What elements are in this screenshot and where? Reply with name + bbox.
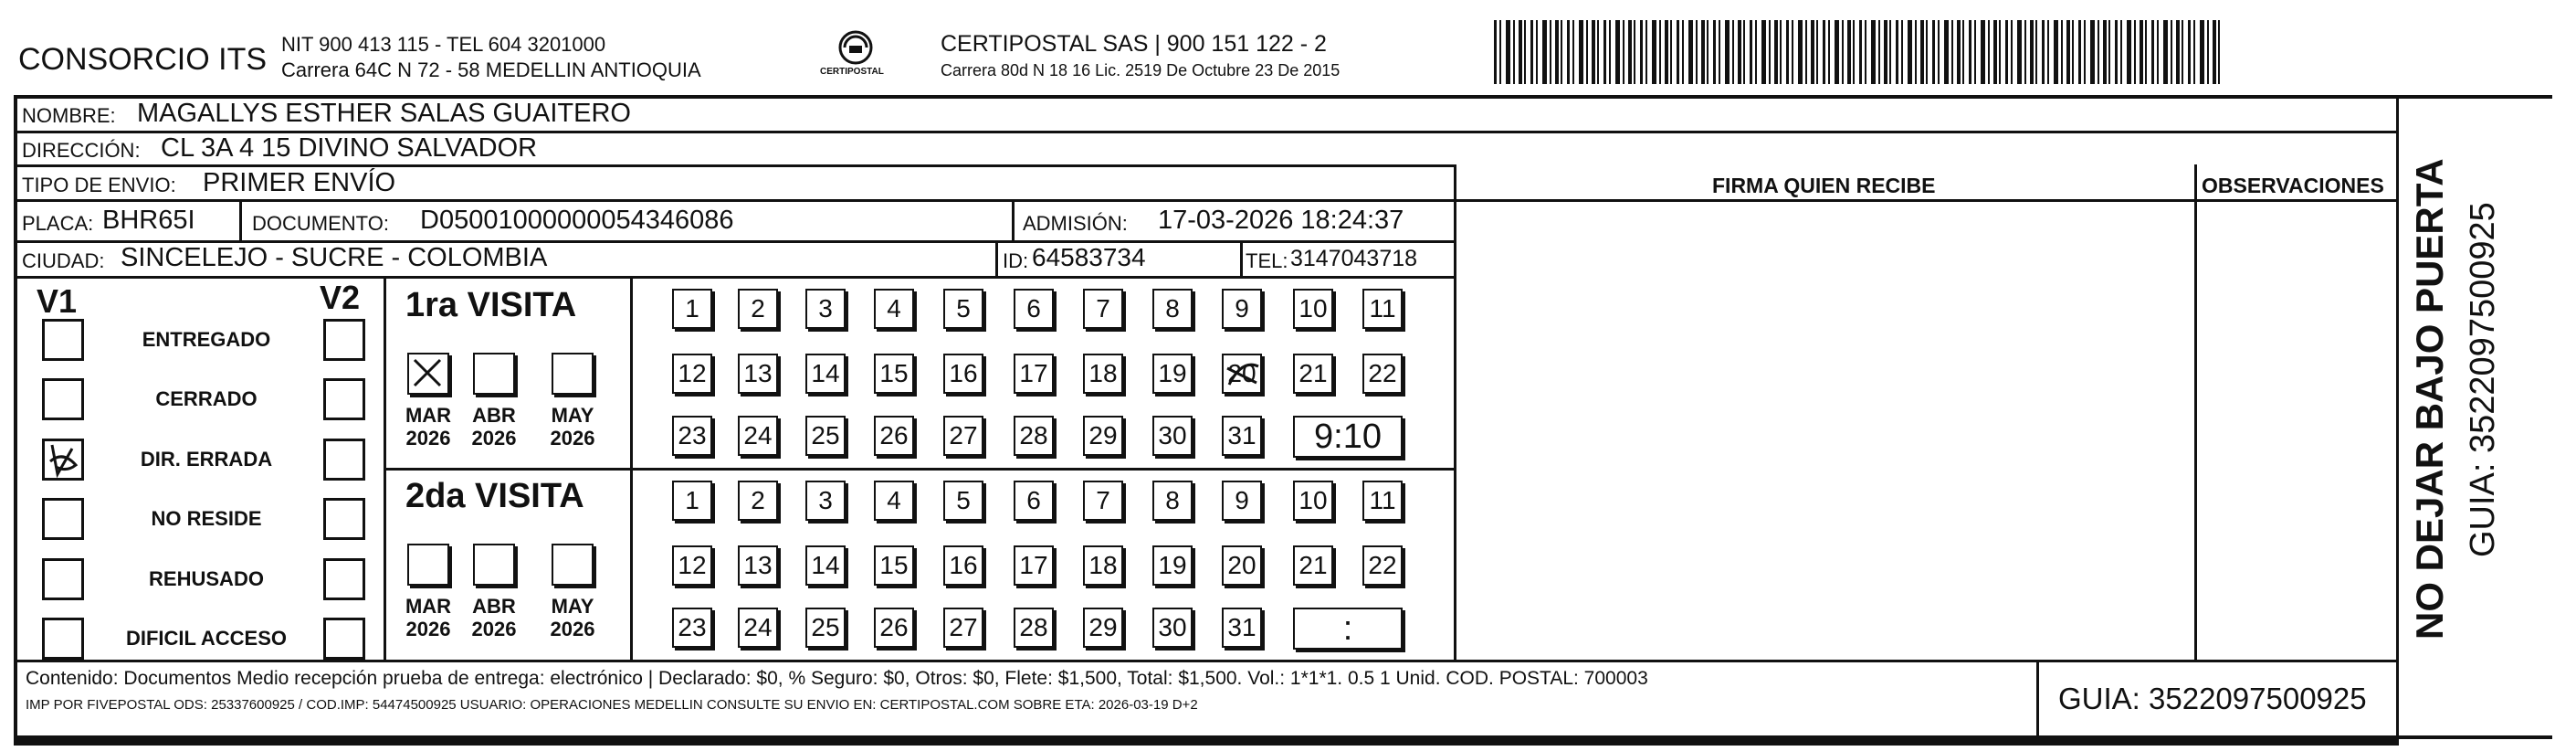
day-box[interactable]: 10 bbox=[1293, 289, 1333, 329]
footer-print-line: IMP POR FIVEPOSTAL ODS: 25337600925 / COD.IMP: 54474500925 USUARIO: OPERACIONES MEDELLIN CONSULTE SU ENVIO EN: CERTIPOSTAL.COM SOBRE ETA: 2026-03-19 D+2 bbox=[26, 697, 1198, 713]
admision-value: 17-03-2026 18:24:37 bbox=[1158, 206, 1404, 235]
day-box[interactable]: 3 bbox=[805, 481, 846, 521]
day-box[interactable]: 2 bbox=[738, 481, 778, 521]
ciudad-value: SINCELEJO - SUCRE - COLOMBIA bbox=[121, 243, 548, 272]
side-warning: NO DEJAR BAJO PUERTA bbox=[2408, 158, 2451, 640]
v1-checkbox[interactable] bbox=[42, 498, 84, 540]
day-box[interactable]: 6 bbox=[1014, 481, 1054, 521]
status-label: DIFICIL ACCESO bbox=[125, 627, 287, 650]
frame-shadow bbox=[14, 736, 2399, 746]
id-label: ID: bbox=[1003, 249, 1029, 272]
day-box[interactable]: 11 bbox=[1362, 289, 1403, 329]
day-box[interactable]: 26 bbox=[874, 608, 914, 648]
nombre-value: MAGALLYS ESTHER SALAS GUAITERO bbox=[137, 99, 631, 128]
day-box[interactable]: 12 bbox=[672, 545, 712, 586]
day-box[interactable]: 16 bbox=[943, 354, 983, 394]
day-box[interactable]: 11 bbox=[1362, 481, 1403, 521]
v2-checkbox[interactable] bbox=[323, 378, 365, 420]
firma-column-header: FIRMA QUIEN RECIBE bbox=[1712, 174, 1936, 197]
admision-label: ADMISIÓN: bbox=[1023, 212, 1128, 235]
placa-label: PLACA: bbox=[22, 212, 94, 235]
certipostal-logo bbox=[815, 27, 897, 86]
nit-line: NIT 900 413 115 - TEL 604 3201000 bbox=[281, 33, 606, 56]
day-box[interactable]: 15 bbox=[874, 545, 914, 586]
footer-guia: GUIA: 3522097500925 bbox=[2058, 682, 2367, 715]
month-label: MAY 2026 bbox=[550, 595, 595, 641]
v1-header: V1 bbox=[37, 282, 78, 320]
v2-checkbox[interactable] bbox=[323, 498, 365, 540]
tipo-envio-value: PRIMER ENVÍO bbox=[203, 168, 396, 197]
day-box[interactable]: 18 bbox=[1083, 354, 1123, 394]
day-box[interactable]: 7 bbox=[1083, 289, 1123, 329]
ciudad-label: CIUDAD: bbox=[22, 249, 105, 272]
first-visit-title: 1ra VISITA bbox=[405, 286, 577, 324]
status-label: ENTREGADO bbox=[142, 328, 271, 351]
day-box[interactable]: 8 bbox=[1152, 289, 1193, 329]
day-box[interactable]: 3 bbox=[805, 289, 846, 329]
side-guia: GUIA: 3522097500925 bbox=[2464, 202, 2502, 557]
tipo-envio-label: TIPO DE ENVIO: bbox=[22, 174, 176, 196]
day-box[interactable]: 12 bbox=[672, 354, 712, 394]
day-box[interactable]: 23 bbox=[672, 416, 712, 456]
day-box[interactable]: 26 bbox=[874, 416, 914, 456]
day-box[interactable]: 20 bbox=[1222, 354, 1262, 394]
time-box[interactable]: 9:10 bbox=[1293, 416, 1403, 458]
second-visit-title: 2da VISITA bbox=[405, 477, 584, 515]
v1-checkbox[interactable] bbox=[42, 378, 84, 420]
day-box[interactable]: 31 bbox=[1222, 608, 1262, 648]
tel-value: 3147043718 bbox=[1290, 246, 1418, 271]
day-box[interactable]: 2 bbox=[738, 289, 778, 329]
barcode bbox=[1494, 20, 2221, 84]
footer-content-line: Contenido: Documentos Medio recepción prueba de entrega: electrónico | Declarado: $0, % Seguro: $0, Otros: $0, Flete: $1,500, Total: $1,500. Vol.: 1*1*1. 0.5 1 Unid. COD. POSTAL: 700003 bbox=[26, 668, 1648, 689]
day-box[interactable]: 28 bbox=[1014, 608, 1054, 648]
day-box[interactable]: 16 bbox=[943, 545, 983, 586]
day-box[interactable]: 21 bbox=[1293, 545, 1333, 586]
day-box[interactable]: 1 bbox=[672, 481, 712, 521]
day-box[interactable]: 29 bbox=[1083, 416, 1123, 456]
day-box[interactable]: 15 bbox=[874, 354, 914, 394]
day-box[interactable]: 30 bbox=[1152, 416, 1193, 456]
day-box[interactable]: 5 bbox=[943, 289, 983, 329]
nombre-label: NOMBRE: bbox=[22, 104, 116, 127]
status-label: CERRADO bbox=[155, 387, 258, 410]
day-box[interactable]: 25 bbox=[805, 416, 846, 456]
month-label: ABR 2026 bbox=[471, 595, 517, 641]
logo-text: CERTIPOSTAL bbox=[820, 67, 884, 77]
placa-value: BHR65I bbox=[102, 206, 195, 235]
v2-checkbox[interactable] bbox=[323, 558, 365, 600]
direccion-label: DIRECCIÓN: bbox=[22, 139, 141, 162]
month-label: ABR 2026 bbox=[471, 404, 517, 450]
id-value: 64583734 bbox=[1032, 243, 1146, 271]
status-label: DIR. ERRADA bbox=[140, 448, 273, 471]
month-label: MAY 2026 bbox=[550, 404, 595, 450]
v2-header: V2 bbox=[320, 279, 361, 316]
day-box[interactable]: 4 bbox=[874, 289, 914, 329]
day-box[interactable]: 5 bbox=[943, 481, 983, 521]
day-box[interactable]: 27 bbox=[943, 608, 983, 648]
day-box[interactable]: 24 bbox=[738, 608, 778, 648]
day-box[interactable]: 21 bbox=[1293, 354, 1333, 394]
day-box[interactable]: 24 bbox=[738, 416, 778, 456]
day-box[interactable]: 20 bbox=[1222, 545, 1262, 586]
day-box[interactable]: 22 bbox=[1362, 354, 1403, 394]
day-box[interactable]: 25 bbox=[805, 608, 846, 648]
month-checkbox[interactable] bbox=[473, 544, 515, 586]
v1-checkbox[interactable] bbox=[42, 439, 84, 481]
day-box[interactable]: 28 bbox=[1014, 416, 1054, 456]
month-checkbox[interactable] bbox=[552, 544, 594, 586]
day-box[interactable]: 17 bbox=[1014, 354, 1054, 394]
time-box[interactable]: : bbox=[1293, 608, 1403, 650]
day-box[interactable]: 8 bbox=[1152, 481, 1193, 521]
day-box[interactable]: 14 bbox=[805, 545, 846, 586]
day-box[interactable]: 27 bbox=[943, 416, 983, 456]
day-box[interactable]: 19 bbox=[1152, 354, 1193, 394]
certipostal-address: Carrera 80d N 18 16 Lic. 2519 De Octubre 23 De 2015 bbox=[941, 61, 1341, 79]
documento-label: DOCUMENTO: bbox=[252, 212, 389, 235]
month-checkbox[interactable] bbox=[407, 353, 449, 395]
day-box[interactable]: 9 bbox=[1222, 481, 1262, 521]
month-checkbox[interactable] bbox=[552, 353, 594, 395]
day-box[interactable]: 17 bbox=[1014, 545, 1054, 586]
documento-value: D05001000000054346086 bbox=[420, 206, 734, 235]
day-box[interactable]: 23 bbox=[672, 608, 712, 648]
status-label: NO RESIDE bbox=[151, 507, 262, 530]
day-box[interactable]: 1 bbox=[672, 289, 712, 329]
v2-checkbox[interactable] bbox=[323, 439, 365, 481]
v1-checkbox[interactable] bbox=[42, 558, 84, 600]
day-box[interactable]: 6 bbox=[1014, 289, 1054, 329]
month-label: MAR 2026 bbox=[405, 595, 452, 641]
tel-label: TEL: bbox=[1246, 249, 1288, 272]
v2-checkbox[interactable] bbox=[323, 319, 365, 361]
direccion-value: CL 3A 4 15 DIVINO SALVADOR bbox=[161, 133, 538, 163]
frame-right-border bbox=[2396, 95, 2399, 736]
certipostal-line: CERTIPOSTAL SAS | 900 151 122 - 2 bbox=[941, 31, 1327, 57]
observaciones-column-header: OBSERVACIONES bbox=[2202, 174, 2384, 197]
company-name: CONSORCIO ITS bbox=[18, 42, 268, 77]
day-box[interactable]: 31 bbox=[1222, 416, 1262, 456]
day-box[interactable]: 7 bbox=[1083, 481, 1123, 521]
v2-checkbox[interactable] bbox=[323, 618, 365, 660]
day-box[interactable]: 13 bbox=[738, 545, 778, 586]
day-box[interactable]: 4 bbox=[874, 481, 914, 521]
v1-checkbox[interactable] bbox=[42, 319, 84, 361]
day-box[interactable]: 13 bbox=[738, 354, 778, 394]
day-box[interactable]: 14 bbox=[805, 354, 846, 394]
day-box[interactable]: 22 bbox=[1362, 545, 1403, 586]
day-box[interactable]: 19 bbox=[1152, 545, 1193, 586]
day-box[interactable]: 10 bbox=[1293, 481, 1333, 521]
v1-checkbox[interactable] bbox=[42, 618, 84, 660]
status-label: REHUSADO bbox=[149, 567, 264, 590]
month-checkbox[interactable] bbox=[407, 544, 449, 586]
month-checkbox[interactable] bbox=[473, 353, 515, 395]
company-address: Carrera 64C N 72 - 58 MEDELLIN ANTIOQUIA bbox=[281, 58, 701, 81]
day-box[interactable]: 29 bbox=[1083, 608, 1123, 648]
day-box[interactable]: 18 bbox=[1083, 545, 1123, 586]
month-label: MAR 2026 bbox=[405, 404, 452, 450]
day-box[interactable]: 9 bbox=[1222, 289, 1262, 329]
day-box[interactable]: 30 bbox=[1152, 608, 1193, 648]
